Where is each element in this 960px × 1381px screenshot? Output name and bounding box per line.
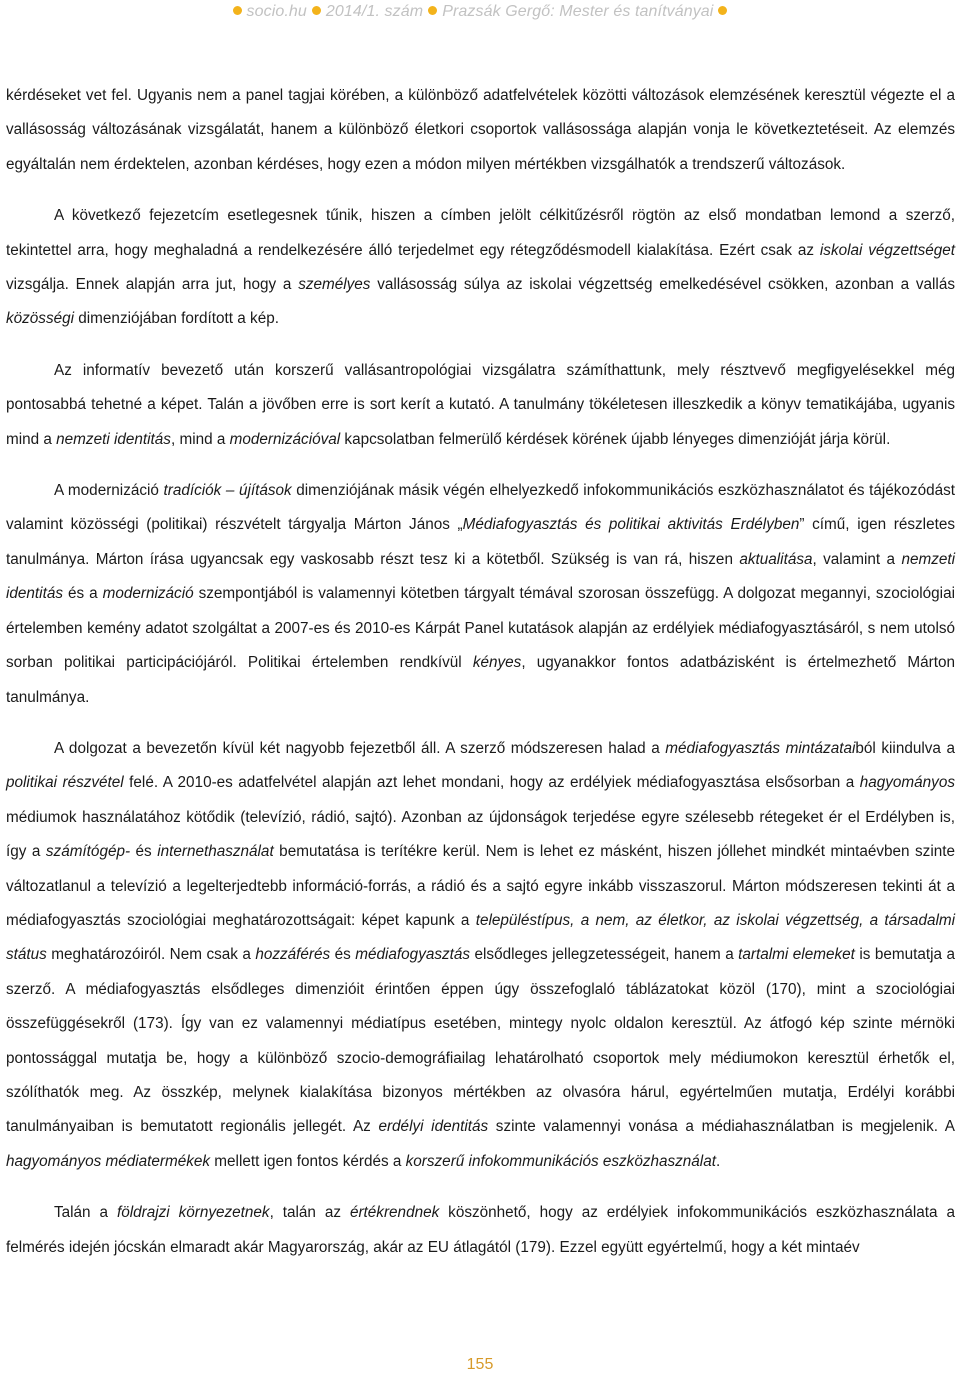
paragraph [6, 1196, 955, 1265]
text-run: ból kiindulva a [855, 739, 955, 757]
italic-text-run: közösségi [6, 310, 75, 328]
italic-text-run: korszerű infokommunikációs eszközhasználat [405, 1152, 716, 1170]
text-run: köszönhető, hogy az erdélyiek infokommunikációs eszközhasználata a felmérés idején jócskán elmaradt akár Magyarország, akár az EU átlagától (179). Ezzel együtt egyértelmű, hogy a két mintaév [6, 1204, 955, 1256]
text-run: is bemutatja a szerző. A médiafogyasztás elsődleges dimenzióit érintően éppen úgy összefoglaló táblázatokat közöl (170), mint a szociológiai összefüggésekről (173). Így van ez valamennyi médiatípus esetében, mintegy nyolc oldalon keresztül. Az átfogó kép szinte mérnöki pontossággal mutatja be, hogy a különböző szocio-demográfiailag lehatárolható csoportok mely médiumokon keresztül érhetők el, szólíthatók meg. Az összkép, melynek kialakítása bizonyos mértékben az olvasóra hárul, egyértelműen mutatja, Erdélyi korábbi tanulmányaiban is bemutatott regionális jellegét. Az [6, 946, 955, 1136]
text-run: és [330, 946, 356, 964]
text-run: mellett igen fontos kérdés a [210, 1152, 406, 1170]
body-text [6, 79, 955, 1265]
text-run: ” című, igen részletes tanulmánya. Márton írása ugyancsak egy vaskosabb részt tesz ki a kötetből. Szükség is van rá, hiszen [6, 516, 955, 568]
header-site: socio.hu [246, 3, 307, 20]
italic-text-run: földrajzi környezetnek [116, 1204, 270, 1222]
italic-text-run: hozzáférés [255, 946, 331, 964]
italic-text-run: személyes [298, 276, 371, 294]
italic-text-run: számítógép- [45, 843, 131, 861]
italic-text-run: hagyományos médiatermékek [6, 1152, 211, 1170]
bullet-icon [233, 6, 242, 15]
text-run: dimenziójának másik végén elhelyezkedő infokommunikációs eszközhasználatot és tájékozódást valamint közösségi (politikai) részvételt tárgyalja Márton János „ [6, 482, 955, 534]
paragraph [6, 354, 955, 457]
text-run: , ugyanakkor fontos adatbázisként is értelmezhető Márton tanulmánya. [6, 654, 956, 706]
text-run: Talán a [54, 1204, 117, 1222]
text-run: bemutatása is terítékre kerül. Nem is lehet ez másként, hiszen jóllehet mindkét mintaévben szinte változatlanul a televízió a legelterjedtebb információ-forrás, a rádió és a sajtó egyre inkább visszaszorul. Márton módszeresen tekinti át a médiafogyasztás szociológiai meghatározottságait: képet kapunk a [6, 843, 955, 929]
text-run: meghatározóiról. Nem csak a [46, 946, 256, 964]
text-run: és a [62, 585, 103, 603]
italic-text-run: kényes [472, 654, 522, 672]
italic-text-run: médiafogyasztás [355, 946, 471, 964]
text-run: felé. A 2010-es adatfelvétel alapján azt lehet mondani, hogy az erdélyiek médiafogyasztása elsősorban a [123, 774, 860, 792]
italic-text-run: Médiafogyasztás és politikai aktivitás Erdélyben [462, 516, 800, 534]
text-run: kapcsolatban felmerülő kérdések körének újabb lényeges dimenzióját járja körül. [340, 430, 891, 448]
italic-text-run: nemzeti identitás [6, 550, 955, 603]
paragraph [6, 474, 955, 715]
paragraph [6, 79, 955, 182]
italic-text-run: iskolai végzettséget [819, 241, 955, 259]
italic-text-run: médiafogyasztás mintázatai [665, 739, 856, 757]
text-run: kérdéseket vet fel. Ugyanis nem a panel tagjai körében, a különböző adatfelvételek közötti változások elemzésének keresztül végezte el a vallásosság változásának vizsgálatát, hanem a különböző életkori csoportok vallásossága alapján vonja le következtetéseit. Az elemzés egyáltalán nem érdektelen, azonban kérdéses, hogy ezen a módon milyen mértékben vizsgálhatók a trendszerű változások. [6, 87, 955, 173]
italic-text-run: modernizációval [229, 430, 341, 448]
text-run: , valamint a [812, 550, 902, 568]
text-run: szempontjából is valamennyi kötetben tárgyalt témával szorosan összefügg. A dolgozat megannyi, szociológiai értelemben kemény adatot szolgáltat a 2007-es és 2010-es Kárpát Panel kutatások alapján az erdélyiek médiafogyasztásáról, s nem utolsó sorban politikai participációjáról. Politikai értelemben rendkívül [6, 585, 955, 672]
italic-text-run: nemzeti identitás [56, 430, 171, 448]
bullet-icon [718, 6, 727, 15]
text-run: A következő fejezetcím esetlegesnek tűnik, hiszen a címben jelölt célkitűzésről rögtön az első mondatban lemond a szerző, tekintettel arra, hogy meghaladná a rendelkezésére álló terjedelmet egy rétegződésmodell kialakítása. Ezért csak az [6, 207, 955, 259]
bullet-icon [428, 6, 437, 15]
bullet-icon [312, 6, 321, 15]
italic-text-run: tartalmi elemeket [738, 946, 855, 964]
text-run: . [715, 1152, 721, 1170]
italic-text-run: értékrendnek [349, 1204, 440, 1222]
text-run: szinte valamennyi vonása a médiahasználatban is megjelenik. A [488, 1118, 955, 1136]
italic-text-run: aktualitása [739, 550, 813, 568]
text-run: elsődleges jellegzetességeit, hanem a [470, 946, 739, 964]
header-issue: 2014/1. szám [325, 3, 424, 20]
paragraph [6, 199, 955, 337]
text-run: , mind a [170, 430, 230, 448]
text-run: Az informatív bevezető után korszerű vallásantropológiai vizsgálatra számíthattunk, mely résztvevő megfigyelésekkel még pontosabbá tehetné a képet. Talán a jövőben erre is sort kerít a kutató. A tanulmány tökéletesen illeszkedik a könyv tematikájába, ugyanis mind a [6, 361, 955, 448]
page-number: 155 [466, 1356, 494, 1373]
text-run: és [130, 843, 158, 861]
italic-text-run: politikai részvétel [6, 774, 124, 792]
italic-text-run: internethasználat [157, 843, 274, 861]
text-run: médiumok használatához kötődik (televízió, rádió, sajtó). Azonban az újdonságok terjedése egyre szélesebb rétegeket ér el Erdélyben is, így a [6, 808, 955, 861]
header-title: Prazsák Gergő: Mester és tanítványai [442, 3, 714, 20]
italic-text-run: településtípus, a nem, az életkor, az iskolai végzettség, a társadalmi státus [6, 911, 955, 964]
text-run: vallásosság súlya az iskolai végzettség emelkedésével csökken, azonban a vallás [370, 276, 955, 294]
text-run: dimenziójában fordított a kép. [74, 310, 279, 328]
italic-text-run: erdélyi identitás [378, 1118, 489, 1136]
paragraph [6, 732, 955, 1179]
italic-text-run: hagyományos [859, 774, 955, 792]
text-run: , talán az [269, 1204, 350, 1222]
running-header [0, 3, 960, 21]
text-run: A dolgozat a bevezetőn kívül két nagyobb fejezetből áll. A szerző módszeresen halad a [54, 739, 666, 757]
italic-text-run: tradíciók – újítások [163, 482, 292, 500]
text-run: A modernizáció [54, 482, 164, 500]
italic-text-run: modernizáció [102, 585, 194, 603]
text-run: vizsgálja. Ennek alapján arra jut, hogy a [6, 276, 299, 294]
